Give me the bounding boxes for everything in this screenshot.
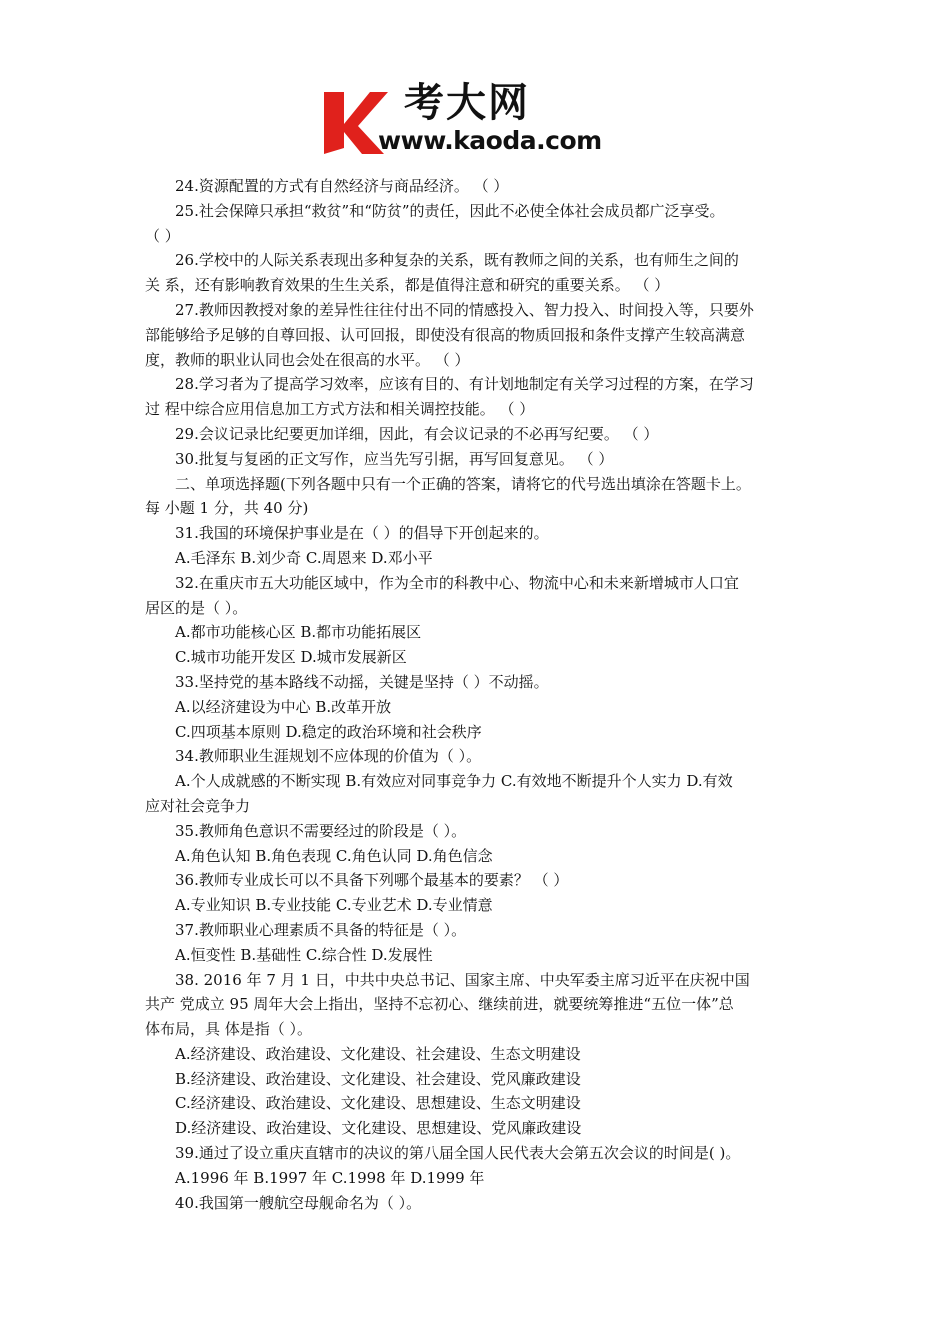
text-line: A.恒变性 B.基础性 C.综合性 D.发展性 [175, 945, 433, 964]
logo-site-name: 考大网 [404, 80, 530, 126]
text-line: 体布局，具 体是指（ ）。 [145, 1020, 313, 1039]
text-line: A.角色认知 B.角色表现 C.角色认同 D.角色信念 [175, 846, 493, 865]
document-body [145, 174, 813, 1215]
text-line: 关 系，还有影响教育效果的生生关系，都是值得注意和研究的重要关系。 （ ） [145, 276, 670, 295]
text-line: 40.我国第一艘航空母舰命名为（ ）。 [175, 1193, 422, 1212]
text-line: 33.坚持党的基本路线不动摇，关键是坚持（ ）不动摇。 [175, 672, 549, 691]
text-line: （ ） [145, 226, 180, 245]
text-line: A.个人成就感的不断实现 B.有效应对同事竞争力 C.有效地不断提升个人实力 D.有效 [175, 772, 733, 791]
text-line: A.1996 年 B.1997 年 C.1998 年 D.1999 年 [175, 1168, 485, 1187]
text-line: 度，教师的职业认同也会处在很高的水平。 （ ） [145, 350, 470, 369]
text-line: A.以经济建设为中心 B.改革开放 [175, 697, 392, 716]
text-line: 共产 党成立 95 周年大会上指出，坚持不忘初心、继续前进，就要统筹推进“五位一体”总 [145, 995, 734, 1014]
text-line: 39.通过了设立重庆直辖市的决议的第八届全国人民代表大会第五次会议的时间是( )。 [175, 1144, 741, 1163]
text-line: A.经济建设、政治建设、文化建设、社会建设、生态文明建设 [175, 1044, 581, 1063]
text-line: 部能够给予足够的自尊回报、认可回报，即使没有很高的物质回报和条件支撑产生较高满意 [145, 325, 746, 344]
text-line: A.都市功能核心区 B.都市功能拓展区 [175, 623, 422, 642]
text-line: 30.批复与复函的正文写作，应当先写引据，再写回复意见。 （ ） [175, 449, 614, 468]
text-line: 应对社会竞争力 [145, 796, 251, 815]
text-line: 35.教师角色意识不需要经过的阶段是（ ）。 [175, 821, 467, 840]
text-line: A.毛泽东 B.刘少奇 C.周恩来 D.邓小平 [175, 548, 433, 567]
text-line: 27.教师因教授对象的差异性往往付出不同的情感投入、智力投入、时间投入等，只要外 [175, 300, 754, 319]
text-line: C.城市功能开发区 D.城市发展新区 [175, 648, 407, 667]
text-line: 居区的是（ ）。 [145, 598, 248, 617]
text-line: C.四项基本原则 D.稳定的政治环境和社会秩序 [175, 722, 482, 741]
text-line: B.经济建设、政治建设、文化建设、社会建设、党风廉政建设 [175, 1069, 581, 1088]
text-line: 每 小题 1 分，共 40 分) [145, 499, 309, 518]
text-line: 36.教师专业成长可以不具备下列哪个最基本的要素？ （ ） [175, 871, 569, 890]
text-line: C.经济建设、政治建设、文化建设、思想建设、生态文明建设 [175, 1094, 581, 1113]
text-line: 29.会议记录比纪要更加详细，因此，有会议记录的不必再写纪要。 （ ） [175, 424, 659, 443]
logo-site-url: www.kaoda.com [378, 126, 602, 155]
text-line: A.专业知识 B.专业技能 C.专业艺术 D.专业情意 [175, 896, 493, 915]
kaoda-logo [318, 80, 638, 160]
text-line: 24.资源配置的方式有自然经济与商品经济。 （ ） [175, 177, 509, 195]
text-line: 38. 2016 年 7 月 1 日，中共中央总书记、国家主席、中央军委主席习近平在庆祝中国 [175, 970, 750, 989]
text-line: 31.我国的环境保护事业是在（ ）的倡导下开创起来的。 [175, 524, 549, 543]
text-line: D.经济建设、政治建设、文化建设、思想建设、党风廉政建设 [175, 1119, 582, 1138]
text-line: 二、单项选择题(下列各题中只有一个正确的答案，请将它的代号选出填涂在答题卡上。 [175, 474, 751, 493]
text-line: 32.在重庆市五大功能区域中，作为全市的科教中心、物流中心和未来新增城市人口宜 [175, 573, 739, 592]
text-line: 34.教师职业生涯规划不应体现的价值为（ ）。 [175, 747, 482, 766]
text-line: 28.学习者为了提高学习效率，应该有目的、有计划地制定有关学习过程的方案，在学习 [175, 375, 754, 394]
text-line: 25.社会保障只承担“救贫”和“防贫”的责任，因此不必使全体社会成员都广泛享受。 [175, 201, 725, 220]
text-line: 过 程中综合应用信息加工方式方法和相关调控技能。 （ ） [145, 400, 535, 419]
text-line: 26.学校中的人际关系表现出多种复杂的关系，既有教师之间的关系，也有师生之间的 [175, 251, 739, 270]
text-line: 37.教师职业心理素质不具备的特征是（ ）。 [175, 920, 467, 939]
